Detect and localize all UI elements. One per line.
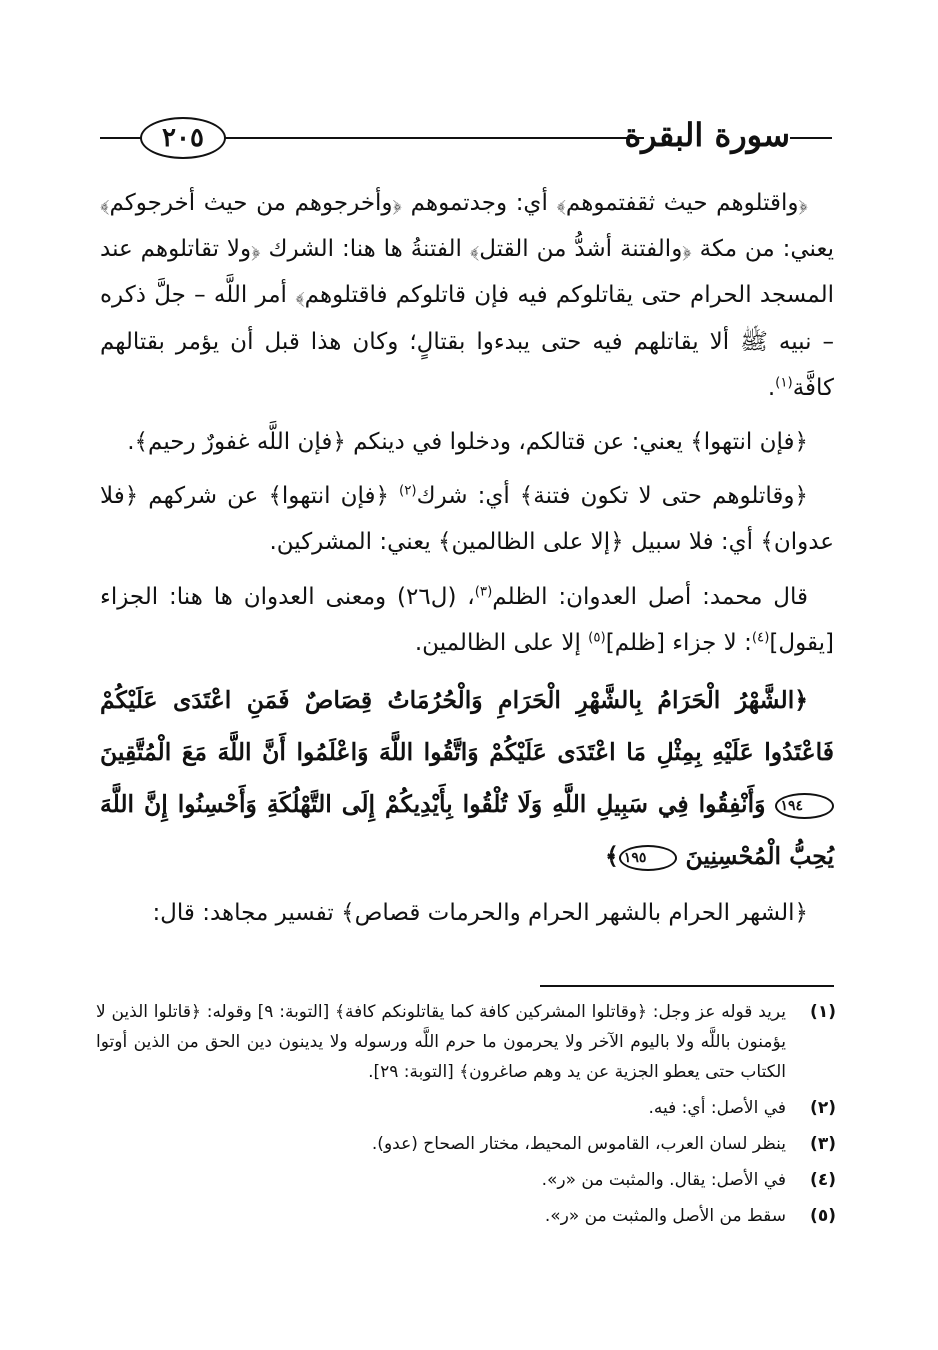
footnote-ref-2: (٢) [399, 483, 417, 499]
footnote-ref-5: (٥) [588, 630, 606, 646]
paragraph-3 [100, 473, 834, 565]
verse-text-b: وَأَنْفِقُوا فِي سَبِيلِ اللَّهِ وَلَا تُلْقُوا بِأَيْدِيكُمْ إِلَى التَّهْلُكَةِ وَأَحْسِنُوا إِنَّ اللَّهَ يُحِبُّ الْمُحْسِنِينَ [100, 790, 834, 871]
footnotes [96, 997, 836, 1237]
header-rule-right [790, 137, 832, 139]
quran-verse [100, 674, 834, 882]
ayah-number-194: ١٩٤ [775, 793, 834, 819]
footnote-text: في الأصل: أي: فيه. [648, 1098, 786, 1118]
footnote-text: يريد قوله عز وجل: ﴿وقاتلوا المشركين كافة كما يقاتلونكم كافة﴾ [التوبة: ٩] وقوله: ﴿قاتلوا الذين لا يؤمنون باللَّه ولا باليوم الآخر ولا يحرمون ما حرم اللَّه ورسوله ولا يدينون دين الحق من الذين أوتوا الكتاب حتى يعطو الجزية عن يد وهم صاغرون﴾ [التوبة: ٢٩]. [96, 1002, 787, 1082]
verse-close-bracket: ﴾ [605, 842, 619, 871]
footnote-number: (٤) [810, 1170, 836, 1190]
footnote-text: ينظر لسان العرب، القاموس المحيط، مختار الصحاح (عدو). [371, 1134, 786, 1154]
paragraph-1-end: . [767, 374, 776, 401]
footnote-number: (٢) [810, 1098, 836, 1118]
ayah-number-195: ١٩٥ [619, 845, 678, 871]
footnote-ref-3: (٣) [474, 583, 493, 599]
verse-text-a: ﴿الشَّهْرُ الْحَرَامُ بِالشَّهْرِ الْحَرَامِ وَالْحُرُمَاتُ قِصَاصٌ فَمَنِ اعْتَدَى عَلَيْكُمْ فَاعْتَدُوا عَلَيْهِ بِمِثْلِ مَا اعْتَدَى عَلَيْكُمْ وَاتَّقُوا اللَّهَ وَاعْلَمُوا أَنَّ اللَّهَ مَعَ الْمُتَّقِينَ [100, 686, 834, 767]
footnote-separator [540, 985, 834, 987]
footnote-1 [96, 997, 836, 1087]
paragraph-1 [100, 180, 834, 411]
paragraph-4-text-d: إلا على الظالمين. [414, 629, 589, 656]
footnote-number: (١) [810, 1002, 836, 1022]
footnote-ref-4: (٤) [751, 630, 770, 646]
paragraph-5: ﴿الشهر الحرام بالشهر الحرام والحرمات قصاص﴾ تفسير مجاهد: قال: [152, 900, 808, 927]
paragraph-4-text-c: : لا جزاء [ظلم] [605, 629, 752, 656]
header-rule-middle [224, 137, 644, 139]
footnote-3 [96, 1129, 836, 1159]
footnote-text: في الأصل: يقال. والمثبت من «ر». [541, 1170, 786, 1190]
footnote-number: (٥) [810, 1206, 836, 1226]
footnote-4 [96, 1165, 836, 1195]
footnote-ref-1: (١) [775, 375, 793, 391]
footnote-text: سقط من الأصل والمثبت من «ر». [544, 1206, 786, 1226]
header-rule-left [100, 137, 142, 139]
paragraph-4-text-b: ، (ل٢٦) ومعنى العدوان ها هنا: الجزاء [يقول] [100, 583, 834, 656]
paragraph-3-text-a: ﴿وقاتلوهم حتى لا تكون فتنة﴾ أي: شرك [416, 483, 808, 510]
page-number: ٢٠٥ [140, 117, 226, 159]
main-text [100, 180, 834, 944]
paragraph-4 [100, 574, 834, 666]
footnote-number: (٣) [810, 1134, 836, 1154]
surah-title: سورة البقرة [624, 116, 790, 154]
paragraph-1-text: ﴿واقتلوهم حيث ثقفتموهم﴾ أي: وجدتموهم ﴿وأخرجوهم من حيث أخرجوكم﴾ يعني: من مكة ﴿والفتنة أشدُّ من القتل﴾ الفتنةُ ها هنا: الشرك ﴿ولا تقاتلوهم عند المسجد الحرام حتى يقاتلوكم فيه فإن قاتلوكم فاقتلوهم﴾ أمر اللَّه – جلَّ ذكره – نبيه ﷺ ألا يقاتلهم فيه حتى يبدءوا بقتالٍ؛ وكان هذا قبل أن يؤمر بقتالهم كافَّة [100, 190, 834, 401]
paragraph-4-text-a: قال محمد: أصل العدوان: الظلم [492, 583, 808, 610]
footnote-5 [96, 1201, 836, 1231]
paragraph-3-text-b: ﴿فإن انتهوا﴾ عن شركهم ﴿فلا عدوان﴾ أي: فلا سبيل ﴿إلا على الظالمين﴾ يعني: المشركين. [100, 483, 834, 556]
paragraph-2: ﴿فإن انتهوا﴾ يعني: عن قتالكم، ودخلوا في دينكم ﴿فإن اللَّه غفورٌ رحيم﴾. [127, 429, 808, 456]
footnote-2 [96, 1093, 836, 1123]
